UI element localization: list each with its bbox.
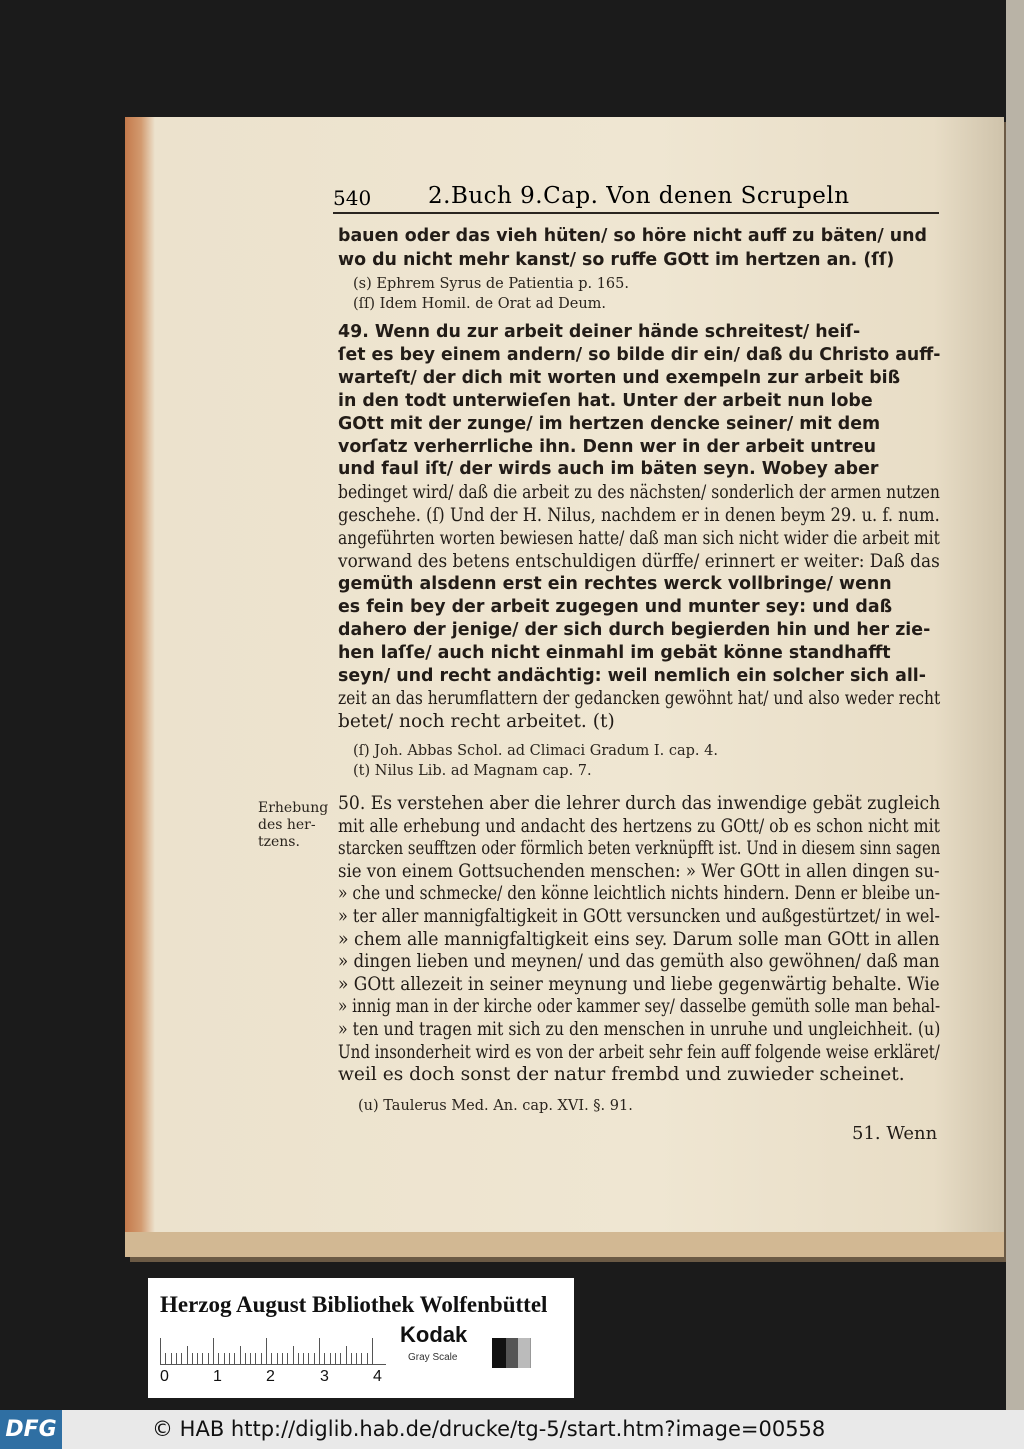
ruler-tick <box>277 1353 278 1364</box>
running-title: 2.Buch 9.Cap. Von denen Scrupeln <box>428 183 850 209</box>
ruler-tick <box>372 1338 373 1364</box>
ruler-tick <box>208 1353 209 1364</box>
text-line: gemüth alsdenn erst ein rechtes werck vollbringe/ wenn <box>338 573 892 594</box>
text-line: wo du nicht mehr kanst/ so ruffe GOtt im hertzen an. (ſſ) <box>338 250 895 270</box>
ruler-tick <box>287 1353 288 1364</box>
color-target-card <box>148 1278 574 1398</box>
ruler-tick <box>197 1353 198 1364</box>
text-line: (ſſ) Idem Homil. de Orat ad Deum. <box>353 296 607 312</box>
text-line: warteſt/ der dich mit worten und exempeln zur arbeit biß <box>338 367 901 388</box>
text-line: 50. Es verstehen aber die lehrer durch das inwendige gebät zugleich <box>338 793 941 814</box>
ruler-tick <box>266 1338 267 1364</box>
ruler-tick <box>361 1353 362 1364</box>
ruler-tick <box>176 1353 177 1364</box>
ruler-tick <box>192 1353 193 1364</box>
margin-note-line: tzens. <box>258 834 300 850</box>
gray-swatch-light <box>518 1338 530 1368</box>
text-line: vorſatz verherrliche ihn. Denn wer in der arbeit untreu <box>338 436 877 457</box>
ruler-tick <box>213 1338 214 1364</box>
ruler-tick <box>229 1353 230 1364</box>
ruler-tick <box>255 1353 256 1364</box>
ruler-number: 0 <box>160 1368 169 1385</box>
ruler-tick <box>234 1353 235 1364</box>
footnote-u: (u) Taulerus Med. An. cap. XVI. §. 91. <box>358 1098 633 1114</box>
ruler-tick <box>282 1353 283 1364</box>
ruler-tick <box>330 1353 331 1364</box>
text-line: sie von einem Gottsuchenden menschen: » Wer GOtt in allen dingen su- <box>338 860 940 882</box>
ruler-tick <box>271 1353 272 1364</box>
ruler-number: 3 <box>320 1368 329 1385</box>
text-line: » chem alle mannigfaltigkeit eins sey. Darum solle man GOtt in allen <box>338 928 940 950</box>
ruler-tick <box>314 1353 315 1364</box>
ruler-tick <box>181 1353 182 1364</box>
text-line: » ter aller mannigfaltigkeit in GOtt versuncken und außgestürtzet/ in wel- <box>338 906 940 927</box>
ruler-tick <box>319 1338 320 1364</box>
catchword: 51. Wenn <box>852 1123 938 1144</box>
text-line: dahero der jenige/ der sich durch begierden hin und her zie- <box>338 619 931 640</box>
gray-swatch-black <box>492 1338 506 1368</box>
text-line: » GOtt allezeit in seiner meynung und liebe gegenwärtig behalte. Wie <box>338 973 940 995</box>
text-line: (t) Nilus Lib. ad Magnam cap. 7. <box>353 763 592 779</box>
page-number: 540 <box>333 186 372 210</box>
text-line: 49. Wenn du zur arbeit deiner hände schreitest/ heiſ- <box>338 322 861 342</box>
copyright-url[interactable]: © HAB http://diglib.hab.de/drucke/tg-5/start.htm?image=00558 <box>152 1417 826 1441</box>
header-rule <box>333 212 939 214</box>
text-line: (ſ) Joh. Abbas Schol. ad Climaci Gradum I. cap. 4. <box>353 743 718 759</box>
text-line: angeführten worten bewiesen hatte/ daß man sich nicht wider die arbeit mit <box>338 528 940 550</box>
text-line: seyn/ und recht andächtig: weil nemlich ein solcher sich all- <box>338 665 926 686</box>
ruler-tick <box>224 1353 225 1364</box>
ruler-tick <box>261 1353 262 1364</box>
ruler-number: 1 <box>213 1368 222 1385</box>
text-line: vorwand des betens entschuldigen dürffe/ erinnert er weiter: Daß das <box>338 551 940 572</box>
ruler-tick <box>351 1353 352 1364</box>
footer-bar <box>0 1410 1024 1449</box>
text-line: (s) Ephrem Syrus de Patientia p. 165. <box>353 276 629 292</box>
text-line: es fein bey der arbeit zugegen und munter sey: und daß <box>338 596 893 617</box>
ruler-tick <box>250 1353 251 1364</box>
text-line: geschehe. (ſ) Und der H. Nilus, nachdem er in denen beym 29. u. f. num. <box>338 505 940 527</box>
text-line: betet/ noch recht arbeitet. (t) <box>338 711 615 733</box>
margin-note <box>258 800 328 851</box>
gray-swatch-white <box>530 1338 545 1368</box>
ruler-tick <box>171 1353 172 1364</box>
text-line: GOtt mit der zunge/ im hertzen dencke seiner/ mit dem <box>338 413 881 434</box>
text-line: starcken seufftzen oder förmlich beten verknüpfft ist. Und in diesem sinn sagen <box>338 838 941 860</box>
ruler-tick <box>324 1353 325 1364</box>
text-line: bedinget wird/ daß die arbeit zu des nächsten/ sonderlich der armen nutzen <box>338 482 940 504</box>
ruler-tick <box>187 1346 188 1364</box>
ruler-tick <box>335 1353 336 1364</box>
ruler-tick <box>218 1353 219 1364</box>
gray-scale-label: Gray Scale <box>408 1352 458 1363</box>
text-line: » innig man in der kirche oder kammer sey/ dasselbe gemüth solle man behal- <box>338 996 941 1018</box>
ruler-tick <box>298 1353 299 1364</box>
text-line: » ten und tragen mit sich zu den menschen in unruhe und ungleichheit. (u) <box>338 1019 941 1040</box>
ruler-tick <box>240 1346 241 1364</box>
text-line: bauen oder das vieh hüten/ so höre nicht auff zu bäten/ und <box>338 226 927 246</box>
gray-swatch-dark <box>506 1338 518 1368</box>
ruler-tick <box>356 1353 357 1364</box>
text-line: mit alle erhebung und andacht des hertzens zu GOtt/ ob es schon nicht mit <box>338 815 941 837</box>
ruler-tick <box>308 1353 309 1364</box>
text-line: zeit an das herumflattern der gedancken gewöhnt hat/ und also weder recht <box>338 688 941 710</box>
margin-note-line: des her- <box>258 817 316 833</box>
library-name: Herzog August Bibliothek Wolfenbüttel <box>160 1292 548 1317</box>
ruler-tick <box>367 1353 368 1364</box>
ruler-tick <box>202 1353 203 1364</box>
text-line: Und insonderheit wird es von der arbeit sehr fein auff folgende weise erkläret/ <box>338 1041 940 1063</box>
text-line: » dingen lieben und meynen/ und das gemüth also gewöhnen/ daß man <box>338 951 940 973</box>
ruler-number: 2 <box>266 1368 275 1385</box>
ruler-tick <box>346 1346 347 1364</box>
text-line: » che und schmecke/ den könne leichtlich nichts hindern. Denn er bleibe un- <box>338 883 940 905</box>
margin-note-line: Erhebung <box>258 800 329 816</box>
ruler-tick <box>165 1353 166 1364</box>
dfg-logo: DFG <box>0 1410 62 1449</box>
ruler-tick <box>293 1346 294 1364</box>
scanner-right-strip <box>1006 0 1024 1410</box>
ruler-tick <box>303 1353 304 1364</box>
text-line: und faul iſt/ der wirds auch im bäten seyn. Wobey aber <box>338 459 879 480</box>
scale-ruler <box>160 1334 386 1365</box>
ruler-tick <box>160 1338 161 1364</box>
text-line: ſet es bey einem andern/ so bilde dir ein/ daß du Christo auff- <box>338 344 941 365</box>
ruler-tick <box>340 1353 341 1364</box>
kodak-brand: Kodak <box>400 1322 468 1347</box>
page-edge <box>125 1232 1004 1257</box>
text-line: weil es doch sonst der natur frembd und zuwieder scheinet. <box>338 1064 905 1086</box>
text-line: hen laſſe/ auch nicht einmahl im gebät könne standhafft <box>338 642 891 663</box>
ruler-number: 4 <box>373 1368 382 1385</box>
ruler-tick <box>245 1353 246 1364</box>
page-header <box>333 180 943 212</box>
text-line: in den todt unterwieſen hat. Unter der arbeit nun lobe <box>338 390 873 411</box>
